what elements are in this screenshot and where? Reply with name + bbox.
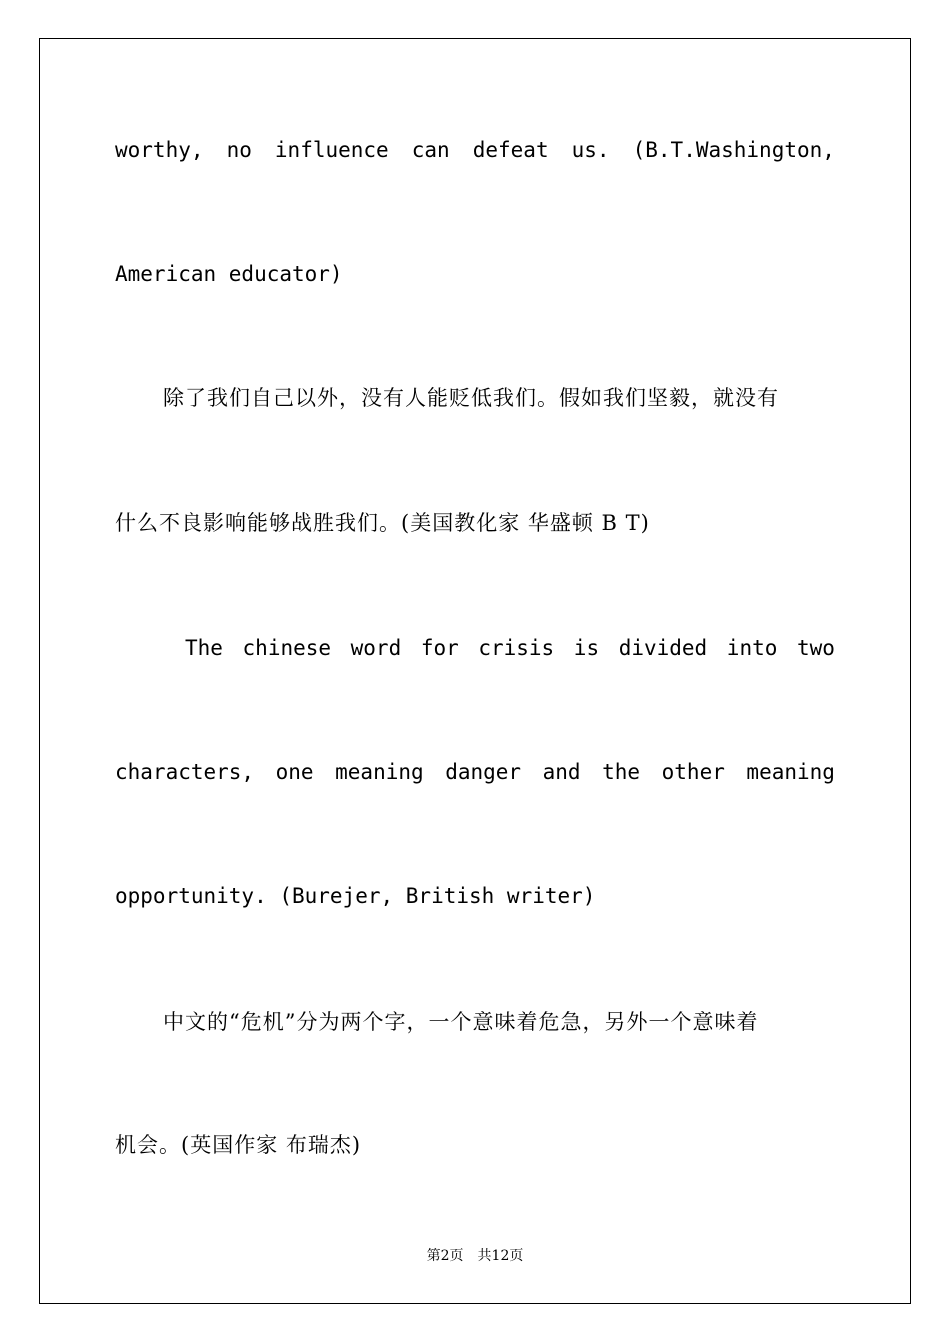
- word: the: [602, 760, 641, 784]
- word: can: [411, 138, 450, 162]
- text-line-3: 除了我们自己以外，没有人能贬低我们。假如我们坚毅，就没有: [163, 386, 779, 410]
- text-line-6: [115, 759, 835, 785]
- text-line-4: 什么不良影响能够战胜我们。(美国教化家 华盛顿 B T): [115, 511, 650, 535]
- word: The: [185, 636, 223, 660]
- word: (B.T.Washington,: [632, 138, 835, 162]
- text-line-9: 机会。(英国作家 布瑞杰): [115, 1133, 362, 1157]
- word: us.: [571, 138, 610, 162]
- word: meaning: [335, 760, 424, 784]
- page-border: [39, 38, 911, 1304]
- word: word: [350, 636, 402, 660]
- text-line-2: American educator): [115, 262, 343, 286]
- word: and: [542, 760, 581, 784]
- page-total: 共12页: [477, 1248, 524, 1264]
- text-line-5: [185, 635, 835, 661]
- text-line-7: opportunity. (Burejer, British writer): [115, 884, 596, 908]
- page-number: 第2页: [426, 1248, 464, 1264]
- word: one: [275, 760, 314, 784]
- word: no: [226, 138, 252, 162]
- word: for: [420, 636, 459, 660]
- text-line-8: 中文的“危机”分为两个字，一个意味着危急，另外一个意味着: [163, 1010, 759, 1034]
- word: chinese: [242, 636, 332, 660]
- word: worthy,: [115, 138, 204, 162]
- page-footer: [0, 1247, 950, 1265]
- text-line-1: [115, 137, 835, 163]
- word: crisis: [478, 636, 555, 660]
- word: into: [726, 636, 778, 660]
- word: two: [796, 636, 835, 660]
- word: meaning: [746, 760, 835, 784]
- word: other: [661, 760, 725, 784]
- word: characters,: [115, 760, 255, 784]
- word: danger: [445, 760, 522, 784]
- word: defeat: [472, 138, 549, 162]
- word: influence: [274, 138, 389, 162]
- word: divided: [618, 636, 708, 660]
- word: is: [573, 636, 600, 660]
